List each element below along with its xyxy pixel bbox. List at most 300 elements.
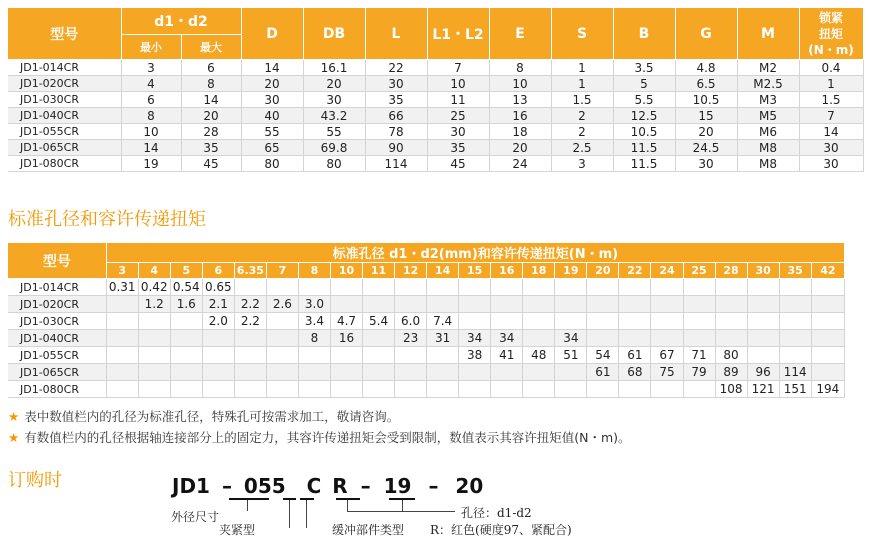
torque-cell: [363, 296, 395, 313]
torque-cell: [555, 296, 587, 313]
table-row: [8, 140, 863, 156]
torque-cell: [619, 381, 651, 398]
cell: 10: [427, 76, 489, 92]
torque-cell: [138, 330, 170, 347]
cell: 20: [303, 76, 365, 92]
torque-cell: [298, 381, 330, 398]
cell: 35: [427, 140, 489, 156]
torque-cell: 48: [523, 347, 555, 364]
bore-size-header: 10: [330, 263, 362, 279]
torque-cell: 151: [779, 381, 811, 398]
torque-cell: [587, 313, 619, 330]
torque-cell: 1.2: [138, 296, 170, 313]
torque-cell: 2.0: [202, 313, 234, 330]
torque-cell: [106, 364, 138, 381]
cell: 6: [121, 92, 181, 108]
torque-cell: [747, 347, 779, 364]
cell: 35: [365, 92, 427, 108]
torque-cell: [523, 381, 555, 398]
cell: 18: [489, 124, 551, 140]
cell: M5: [737, 108, 799, 124]
torque-cell: [330, 347, 362, 364]
label-outer-size: 外径尺寸: [171, 510, 220, 524]
torque-cell: [683, 381, 715, 398]
leader-bore-bar: [347, 511, 455, 512]
col-header-G: G: [675, 8, 737, 60]
torque-cell: [106, 313, 138, 330]
cell: 10: [121, 124, 181, 140]
section-title-bore-torque: 标准孔径和容许传递扭矩: [8, 209, 206, 230]
torque-cell: [651, 330, 683, 347]
col-header-model: 型号: [8, 243, 106, 279]
cell: 80: [303, 156, 365, 172]
table-row: [8, 60, 863, 76]
cell: 30: [241, 92, 303, 108]
torque-cell: 114: [779, 364, 811, 381]
torque-cell: [138, 381, 170, 398]
code-size: 055: [243, 474, 286, 498]
bore-size-header: 22: [619, 263, 651, 279]
code-dash: –: [428, 474, 439, 498]
torque-cell: [555, 279, 587, 296]
col-header-E: E: [489, 8, 551, 60]
bore-size-header: 35: [779, 263, 811, 279]
cell-model: JD1-055CR: [8, 347, 106, 364]
torque-cell: [170, 381, 202, 398]
torque-cell: 8: [298, 330, 330, 347]
col-header-L1L2: L1・L2: [427, 8, 489, 60]
bore-size-header: 6: [202, 263, 234, 279]
leader-clamp: [289, 500, 290, 528]
torque-cell: 108: [715, 381, 747, 398]
torque-cell: [651, 296, 683, 313]
cell: 7: [427, 60, 489, 76]
torque-cell: [683, 330, 715, 347]
torque-cell: [651, 279, 683, 296]
cell: 3.5: [613, 60, 675, 76]
bore-torque-table: [8, 243, 845, 398]
col-header-S: S: [551, 8, 613, 60]
torque-cell: [363, 279, 395, 296]
underline-size: [229, 498, 269, 500]
torque-cell: [266, 381, 298, 398]
torque-cell: [619, 279, 651, 296]
bore-size-header: 14: [427, 263, 459, 279]
torque-cell: [747, 313, 779, 330]
cell: 1: [799, 76, 863, 92]
torque-cell: [619, 313, 651, 330]
cell: 114: [365, 156, 427, 172]
code-dash: –: [360, 474, 371, 498]
col-header-L: L: [365, 8, 427, 60]
torque-cell: 16: [330, 330, 362, 347]
note-torque-limit: [8, 428, 631, 446]
torque-cell: [330, 364, 362, 381]
torque-cell: [427, 381, 459, 398]
torque-cell: 67: [651, 347, 683, 364]
table-row: [8, 92, 863, 108]
cell: 6: [181, 60, 241, 76]
bore-size-header: 18: [523, 263, 555, 279]
bore-size-header: 7: [266, 263, 298, 279]
torque-cell: 2.1: [202, 296, 234, 313]
torque-cell: 121: [747, 381, 779, 398]
torque-cell: [330, 279, 362, 296]
cell: 22: [365, 60, 427, 76]
torque-cell: [523, 330, 555, 347]
torque-cell: [491, 296, 523, 313]
cell: M2: [737, 60, 799, 76]
torque-cell: [234, 364, 266, 381]
bore-size-header: 4: [138, 263, 170, 279]
torque-cell: 79: [683, 364, 715, 381]
torque-cell: [587, 279, 619, 296]
torque-line-1: 锁紧: [818, 10, 843, 25]
torque-cell: [491, 279, 523, 296]
torque-cell: 80: [715, 347, 747, 364]
torque-cell: 61: [619, 347, 651, 364]
bore-size-header: 6.35: [234, 263, 266, 279]
cell-model: JD1-020CR: [8, 76, 121, 92]
bore-size-header: 5: [170, 263, 202, 279]
torque-cell: [427, 279, 459, 296]
torque-cell: [298, 279, 330, 296]
cell: 11.5: [613, 140, 675, 156]
torque-cell: [523, 279, 555, 296]
torque-cell: [138, 313, 170, 330]
spec-table: [8, 8, 864, 172]
torque-cell: [459, 381, 491, 398]
torque-cell: 71: [683, 347, 715, 364]
torque-cell: [395, 347, 427, 364]
cell: 20: [489, 140, 551, 156]
torque-cell: [715, 313, 747, 330]
cell: 55: [241, 124, 303, 140]
torque-cell: [234, 330, 266, 347]
torque-cell: [491, 364, 523, 381]
col-header-M: M: [737, 8, 799, 60]
cell-model: JD1-080CR: [8, 156, 121, 172]
cell: 30: [365, 76, 427, 92]
torque-cell: [202, 364, 234, 381]
torque-cell: 0.65: [202, 279, 234, 296]
torque-cell: [363, 381, 395, 398]
cell: 66: [365, 108, 427, 124]
torque-cell: [491, 381, 523, 398]
torque-cell: 0.31: [106, 279, 138, 296]
label-clamp-type: 夹紧型: [219, 523, 256, 537]
torque-cell: [234, 347, 266, 364]
torque-cell: 2.2: [234, 296, 266, 313]
torque-line-2: 扭矩: [818, 26, 843, 41]
cell: 10.5: [613, 124, 675, 140]
cell: 0.4: [799, 60, 863, 76]
torque-cell: 0.54: [170, 279, 202, 296]
cell: 24: [489, 156, 551, 172]
table-row: [8, 279, 845, 296]
cell: 43.2: [303, 108, 365, 124]
torque-cell: [619, 330, 651, 347]
cell: 2.5: [551, 140, 613, 156]
cell: 40: [241, 108, 303, 124]
torque-cell: 7.4: [427, 313, 459, 330]
code-d1: 19: [383, 474, 412, 498]
torque-cell: [138, 364, 170, 381]
torque-cell: [491, 313, 523, 330]
bore-size-header: 20: [587, 263, 619, 279]
label-buffer-desc: R：红色(硬度97、紧配合): [430, 523, 572, 537]
torque-cell: [747, 330, 779, 347]
table-row: [8, 296, 845, 313]
torque-cell: [266, 279, 298, 296]
torque-cell: [459, 279, 491, 296]
torque-cell: [811, 364, 844, 381]
cell: 14: [121, 140, 181, 156]
cell: 19: [121, 156, 181, 172]
torque-cell: 0.42: [138, 279, 170, 296]
cell-model: JD1-065CR: [8, 140, 121, 156]
code-dash: –: [221, 474, 232, 498]
cell: 65: [241, 140, 303, 156]
torque-cell: 34: [491, 330, 523, 347]
cell: 2: [551, 124, 613, 140]
cell: 16: [489, 108, 551, 124]
torque-cell: 23: [395, 330, 427, 347]
bore-size-header: 3: [106, 263, 138, 279]
cell: 8: [181, 76, 241, 92]
cell: 30: [799, 140, 863, 156]
cell: 90: [365, 140, 427, 156]
table-row: [8, 313, 845, 330]
cell-model: JD1-040CR: [8, 330, 106, 347]
cell-model: JD1-040CR: [8, 108, 121, 124]
col-header-B: B: [613, 8, 675, 60]
bore-size-header: 19: [555, 263, 587, 279]
torque-cell: [106, 381, 138, 398]
cell: M3: [737, 92, 799, 108]
torque-cell: [779, 296, 811, 313]
underline-buffer: [300, 498, 314, 500]
cell: 25: [427, 108, 489, 124]
cell-model: JD1-014CR: [8, 60, 121, 76]
cell: 7: [799, 108, 863, 124]
cell: 10: [489, 76, 551, 92]
cell: M8: [737, 140, 799, 156]
note-text: 有数值栏内的孔径根据轴连接部分上的固定力，其容许传递扭矩会受到限制，数值表示其容许扭矩值(N・m)。: [24, 430, 631, 445]
code-type: C: [306, 474, 322, 498]
cell: 3: [551, 156, 613, 172]
torque-cell: [747, 279, 779, 296]
torque-cell: 2.6: [266, 296, 298, 313]
col-header-d1d2: d1・d2: [121, 8, 241, 35]
torque-cell: [619, 296, 651, 313]
torque-cell: [138, 347, 170, 364]
torque-cell: [683, 296, 715, 313]
cell: 13: [489, 92, 551, 108]
bore-size-header: 12: [395, 263, 427, 279]
cell: 30: [427, 124, 489, 140]
torque-cell: [106, 330, 138, 347]
torque-cell: [202, 381, 234, 398]
cell: 14: [181, 92, 241, 108]
torque-cell: [395, 381, 427, 398]
label-buffer-type: 缓冲部件类型: [332, 523, 405, 537]
bore-size-header: 28: [715, 263, 747, 279]
star-icon: ★: [8, 430, 20, 445]
cell: 1: [551, 76, 613, 92]
torque-cell: [459, 313, 491, 330]
torque-cell: [363, 364, 395, 381]
cell: 10.5: [675, 92, 737, 108]
torque-cell: [170, 347, 202, 364]
torque-cell: [811, 347, 844, 364]
cell: 55: [303, 124, 365, 140]
torque-cell: 34: [459, 330, 491, 347]
torque-cell: [234, 381, 266, 398]
torque-cell: [234, 279, 266, 296]
torque-cell: [683, 313, 715, 330]
table-row: [8, 330, 845, 347]
cell: 14: [799, 124, 863, 140]
torque-cell: 194: [811, 381, 844, 398]
bore-size-header: 15: [459, 263, 491, 279]
col-header-model: 型号: [8, 8, 121, 60]
torque-cell: [651, 313, 683, 330]
table-row: [8, 347, 845, 364]
torque-cell: [555, 364, 587, 381]
torque-cell: [459, 364, 491, 381]
torque-cell: 6.0: [395, 313, 427, 330]
torque-cell: [266, 330, 298, 347]
torque-cell: 89: [715, 364, 747, 381]
torque-cell: [747, 296, 779, 313]
torque-cell: [330, 296, 362, 313]
cell: 20: [181, 108, 241, 124]
torque-cell: [651, 381, 683, 398]
torque-cell: [170, 313, 202, 330]
bore-main-header: 标准孔径 d1・d2(mm)和容许传递扭矩(N・m): [106, 243, 844, 263]
bore-size-header: 25: [683, 263, 715, 279]
cell: 30: [799, 156, 863, 172]
torque-cell: [587, 330, 619, 347]
cell-model: JD1-014CR: [8, 279, 106, 296]
table-row: [8, 156, 863, 172]
bore-size-header: 16: [491, 263, 523, 279]
torque-cell: [202, 347, 234, 364]
bore-size-header: 8: [298, 263, 330, 279]
col-header-torque: [799, 8, 863, 60]
table-row: [8, 381, 845, 398]
cell: 1.5: [799, 92, 863, 108]
cell-model: JD1-030CR: [8, 313, 106, 330]
col-header-min: 最小: [121, 35, 181, 60]
cell: 1: [551, 60, 613, 76]
bore-size-header: 30: [747, 263, 779, 279]
label-bore: 孔径：d1-d2: [461, 506, 532, 520]
torque-cell: [779, 279, 811, 296]
torque-cell: [363, 347, 395, 364]
cell: 16.1: [303, 60, 365, 76]
torque-cell: [779, 347, 811, 364]
code-series: JD1: [172, 474, 210, 498]
cell: 4.8: [675, 60, 737, 76]
cell-model: JD1-055CR: [8, 124, 121, 140]
bore-size-header-row: [8, 263, 845, 279]
torque-cell: 31: [427, 330, 459, 347]
cell: 5: [613, 76, 675, 92]
col-header-max: 最大: [181, 35, 241, 60]
ordering-code: [172, 474, 483, 498]
torque-cell: [427, 296, 459, 313]
torque-cell: [587, 296, 619, 313]
cell: 1.5: [551, 92, 613, 108]
bore-size-header: 42: [811, 263, 844, 279]
torque-cell: [266, 347, 298, 364]
col-header-DB: DB: [303, 8, 365, 60]
torque-cell: 1.6: [170, 296, 202, 313]
note-standard-bore: [8, 407, 399, 425]
cell: 8: [489, 60, 551, 76]
cell: 8: [121, 108, 181, 124]
torque-cell: [266, 364, 298, 381]
cell: 80: [241, 156, 303, 172]
torque-cell: [427, 364, 459, 381]
cell: 11.5: [613, 156, 675, 172]
torque-cell: [395, 364, 427, 381]
cell: M8: [737, 156, 799, 172]
torque-cell: [106, 347, 138, 364]
note-text: 表中数值栏内的孔径为标准孔径，特殊孔可按需求加工，敬请咨询。: [24, 409, 400, 424]
code-buffer: R: [332, 474, 348, 498]
cell: 45: [181, 156, 241, 172]
bore-size-header: 11: [363, 263, 395, 279]
torque-cell: [395, 296, 427, 313]
torque-cell: 3.0: [298, 296, 330, 313]
torque-cell: [555, 381, 587, 398]
cell: 15: [675, 108, 737, 124]
torque-cell: [715, 330, 747, 347]
torque-cell: [779, 313, 811, 330]
torque-cell: 96: [747, 364, 779, 381]
torque-cell: [427, 347, 459, 364]
torque-cell: [459, 296, 491, 313]
cell: 2: [551, 108, 613, 124]
torque-cell: 2.2: [234, 313, 266, 330]
torque-cell: [811, 313, 844, 330]
bore-size-header: 24: [651, 263, 683, 279]
table-row: [8, 364, 845, 381]
cell: 20: [241, 76, 303, 92]
torque-cell: [779, 330, 811, 347]
torque-cell: [523, 364, 555, 381]
cell: 12.5: [613, 108, 675, 124]
torque-cell: [811, 330, 844, 347]
torque-cell: 51: [555, 347, 587, 364]
torque-cell: [811, 279, 844, 296]
cell: 24.5: [675, 140, 737, 156]
cell: 11: [427, 92, 489, 108]
cell: 14: [241, 60, 303, 76]
torque-cell: 61: [587, 364, 619, 381]
torque-cell: [106, 296, 138, 313]
torque-cell: [555, 313, 587, 330]
cell: 6.5: [675, 76, 737, 92]
cell: 30: [303, 92, 365, 108]
torque-cell: 68: [619, 364, 651, 381]
cell-model: JD1-080CR: [8, 381, 106, 398]
torque-cell: 5.4: [363, 313, 395, 330]
torque-cell: [683, 279, 715, 296]
